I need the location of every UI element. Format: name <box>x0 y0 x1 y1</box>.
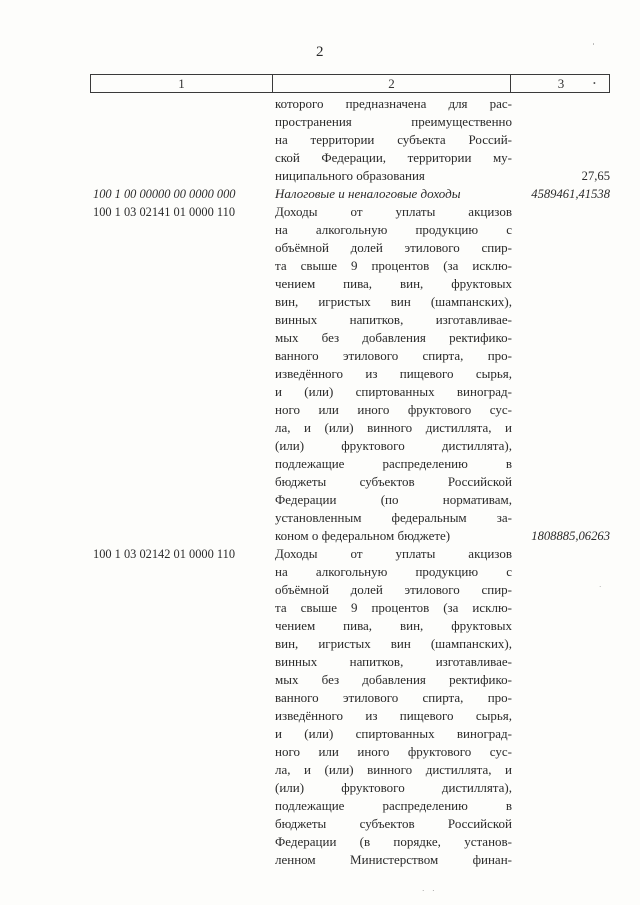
description-line: подлежащие распределению в <box>275 798 512 813</box>
description-line: объёмной долей этилового спир- <box>275 240 512 255</box>
header-col-2: 2 <box>272 75 510 92</box>
scan-speck-bottom: · · <box>422 887 438 895</box>
page-number: 2 <box>316 44 324 60</box>
description-line: (или) фруктового дистиллята), <box>275 438 512 453</box>
description-line: на территории субъекта Россий- <box>275 132 512 147</box>
description-line: ской Федерации, территории му- <box>275 150 512 165</box>
description-line: Доходы от уплаты акцизов <box>275 546 512 561</box>
description-line: Доходы от уплаты акцизов <box>275 204 512 219</box>
table-row-continuation <box>90 95 610 185</box>
description-line: установленным федеральным за- <box>275 510 512 525</box>
scan-speck-header: • <box>593 79 596 88</box>
description-line: Федерации (в порядке, установ- <box>275 834 512 849</box>
amount-value: 1808885,06263 <box>531 529 610 543</box>
description-line: пространения преимущественно <box>275 114 512 129</box>
description-line: объёмной долей этилового спир- <box>275 582 512 597</box>
description-line: Федерации (по нормативам, <box>275 492 512 507</box>
description-line: вин, игристых вин (шампанских), <box>275 294 512 309</box>
row-code: 100 1 03 02141 01 0000 110 <box>93 205 236 219</box>
table-row <box>90 545 610 869</box>
header-col-1: 1 <box>178 76 185 91</box>
description-line: подлежащие распределению в <box>275 456 512 471</box>
description-line: Налоговые и неналоговые доходы <box>275 186 461 201</box>
description-line: ла, и (или) винного дистиллята, и <box>275 420 512 435</box>
row-description <box>271 545 514 869</box>
description-line: бюджеты субъектов Российской <box>275 474 512 489</box>
row-amount <box>514 95 610 185</box>
description-line: на алкогольную продукцию с <box>275 222 512 237</box>
description-line: ванного этилового спирта, про- <box>275 348 512 363</box>
table-body <box>90 95 610 869</box>
amount-value: 27,65 <box>581 169 610 183</box>
description-line: и (или) спиртованных виноград- <box>275 726 512 741</box>
description-line: которого предназначена для рас- <box>275 96 512 111</box>
description-line: чением пива, вин, фруктовых <box>275 276 512 291</box>
description-line: и (или) спиртованных виноград- <box>275 384 512 399</box>
row-code: 100 1 00 00000 00 0000 000 <box>93 187 236 201</box>
row-code: 100 1 03 02142 01 0000 110 <box>93 547 236 561</box>
description-line: ленном Министерством финан- <box>275 852 512 867</box>
description-line: мых без добавления ректифико- <box>275 672 512 687</box>
description-line: ванного этилового спирта, про- <box>275 690 512 705</box>
header-col-3: 3 <box>510 75 611 92</box>
description-line: ниципального образования <box>275 168 425 183</box>
description-line: мых без добавления ректифико- <box>275 330 512 345</box>
row-amount-empty <box>514 545 610 869</box>
description-line: на алкогольную продукцию с <box>275 564 512 579</box>
scan-speck-top: ˙ <box>592 42 595 52</box>
description-line: изведённого из пищевого сырья, <box>275 366 512 381</box>
description-line: винных напитков, изготавливае- <box>275 654 512 669</box>
row-description <box>271 185 514 203</box>
row-code-empty <box>90 95 271 185</box>
table-header <box>90 74 610 93</box>
description-line: ла, и (или) винного дистиллята, и <box>275 762 512 777</box>
description-line: чением пива, вин, фруктовых <box>275 618 512 633</box>
row-amount <box>514 203 610 545</box>
description-line: вин, игристых вин (шампанских), <box>275 636 512 651</box>
description-line: бюджеты субъектов Российской <box>275 816 512 831</box>
description-line: винных напитков, изготавливае- <box>275 312 512 327</box>
description-line: та свыше 9 процентов (за исклю- <box>275 600 512 615</box>
description-line: изведённого из пищевого сырья, <box>275 708 512 723</box>
table-row-total <box>90 185 610 203</box>
row-amount: 4589461,41538 <box>531 187 610 201</box>
row-description <box>271 203 514 545</box>
description-line: та свыше 9 процентов (за исклю- <box>275 258 512 273</box>
description-line: коном о федеральном бюджете) <box>275 528 451 543</box>
table-row <box>90 203 610 545</box>
row-description <box>271 95 514 185</box>
description-line: (или) фруктового дистиллята), <box>275 780 512 795</box>
description-line: ного или иного фруктового сус- <box>275 744 512 759</box>
scan-speck-margin: · <box>599 583 602 591</box>
description-line: ного или иного фруктового сус- <box>275 402 512 417</box>
